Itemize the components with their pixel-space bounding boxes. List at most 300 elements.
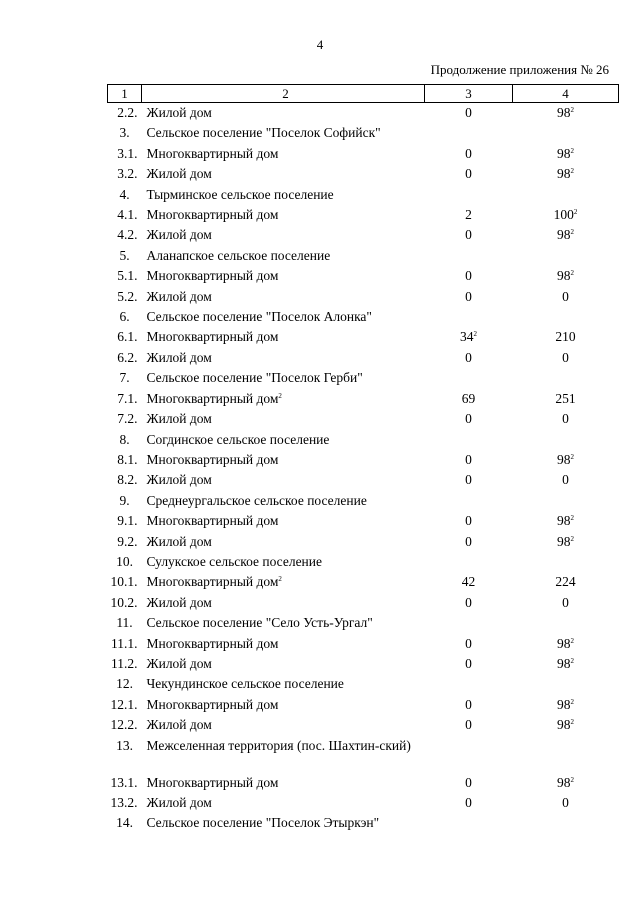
row-name-text: Жилой дом [146,655,212,671]
row-number [108,144,142,164]
row-name-text: Сельское поселение "Поселок Этыркэн" [146,815,380,831]
row-col-4-text: 251 [555,390,576,406]
row-number-text: 8.2. [117,472,138,488]
row-col-4 [513,185,619,205]
row-number-text: 5.2. [117,288,138,304]
row-col-3 [425,511,513,531]
footnote-marker: 2 [570,167,574,176]
row-name [142,123,425,143]
table-row [108,715,619,735]
row-col-3 [425,307,513,327]
row-col-3 [425,266,513,286]
row-col-4 [513,307,619,327]
row-name [142,246,425,266]
row-col-4 [513,695,619,715]
row-number-text: 6.2. [117,349,138,365]
table-row [108,593,619,613]
row-col-4 [513,511,619,531]
table-row [108,511,619,531]
row-col-3-text: 0 [465,533,472,549]
row-col-3 [425,103,513,124]
row-col-3 [425,552,513,572]
row-number [108,593,142,613]
row-col-4-text: 98 [557,166,571,182]
row-col-4-text: 98 [557,145,571,161]
row-name [142,572,425,592]
row-number-text: 4.1. [117,207,138,223]
row-number [108,552,142,572]
row-col-4 [513,736,619,773]
row-name [142,307,425,327]
row-name-text: Жилой дом [146,472,212,488]
table-row [108,470,619,490]
row-col-3 [425,715,513,735]
row-col-3-text: 0 [465,655,472,671]
row-col-4 [513,715,619,735]
table-row [108,327,619,347]
row-col-4-text: 98 [557,635,571,651]
row-col-4-text: 100 [553,207,574,223]
row-col-3-text: 2 [465,207,472,223]
row-number-text: 5.1. [117,268,138,284]
header-row [108,85,619,103]
row-name-text: Тырминское сельское поселение [146,186,334,202]
row-name-text: Многоквартирный дом [146,390,279,406]
row-col-3 [425,287,513,307]
row-col-4-text: 98 [557,533,571,549]
row-name-text: Сельское поселение "Село Усть-Ургал" [146,615,373,631]
row-number-text: 2.2. [117,105,138,120]
row-col-4 [513,572,619,592]
row-col-4-text: 0 [562,411,569,427]
row-name [142,491,425,511]
row-col-3 [425,348,513,368]
row-number-text: 9.1. [117,513,138,529]
row-col-3-text: 34 [460,329,474,345]
row-name [142,389,425,409]
row-name-text: Многоквартирный дом [146,696,279,712]
row-name-text: Многоквартирный дом [146,574,279,590]
row-col-4 [513,164,619,184]
row-name-text: Многоквартирный дом [146,268,279,284]
table-group-row [108,307,619,327]
row-number-text: 12.1. [110,696,138,712]
row-number [108,654,142,674]
row-number [108,450,142,470]
row-number [108,164,142,184]
row-name [142,348,425,368]
row-number [108,674,142,694]
row-col-4 [513,654,619,674]
row-number-text: 13.1. [110,774,138,790]
row-col-3 [425,773,513,793]
row-name-text: Жилой дом [146,411,212,427]
row-col-4 [513,348,619,368]
row-number [108,813,142,833]
row-number-text: 8. [119,431,130,447]
row-col-4 [513,430,619,450]
footnote-marker: 2 [570,697,574,706]
footnote-marker: 2 [570,146,574,155]
table-group-row [108,185,619,205]
row-col-4 [513,552,619,572]
row-col-3-text: 0 [465,411,472,427]
row-name-text: Сулукское сельское поселение [146,553,322,569]
row-number-text: 13.2. [110,795,138,810]
row-col-3 [425,532,513,552]
row-col-4-text: 98 [557,717,571,733]
row-col-4 [513,123,619,143]
row-col-3 [425,613,513,633]
row-col-4 [513,287,619,307]
footnote-marker: 2 [570,534,574,543]
footnote-marker: 2 [570,775,574,784]
row-col-4 [513,773,619,793]
footnote-marker: 2 [570,452,574,461]
footnote-marker: 2 [570,656,574,665]
row-col-4-text: 98 [557,105,571,120]
footnote-marker: 2 [570,636,574,645]
row-col-3-text: 0 [465,451,472,467]
row-number-text: 10.1. [110,574,138,590]
row-col-3 [425,144,513,164]
row-name [142,470,425,490]
row-col-3-text: 0 [465,472,472,488]
row-col-4-text: 98 [557,655,571,671]
row-col-4 [513,389,619,409]
row-col-3 [425,205,513,225]
footnote-marker: 2 [473,330,477,339]
row-col-4 [513,634,619,654]
row-name [142,511,425,531]
table-row [108,654,619,674]
row-col-3 [425,736,513,773]
row-col-4 [513,144,619,164]
row-number-text: 6.1. [117,329,138,345]
row-col-4-text: 98 [557,513,571,529]
row-number-text: 9.2. [117,533,138,549]
row-number-text: 7.1. [117,390,138,406]
row-name-text: Сельское поселение "Поселок Алонка" [146,309,372,325]
row-name-text: Жилой дом [146,717,212,733]
row-number-text: 5. [119,247,130,263]
row-name-text: Многоквартирный дом [146,145,279,161]
row-number-text: 7.2. [117,411,138,427]
row-number [108,307,142,327]
footnote-marker: 2 [570,269,574,278]
row-col-3-text: 42 [461,574,476,590]
row-number [108,793,142,813]
row-name-text: Многоквартирный дом [146,513,279,529]
row-name-text: Многоквартирный дом [146,635,279,651]
table-group-row [108,246,619,266]
header-col-1: 1 [108,85,142,103]
row-name [142,532,425,552]
row-name-text: Многоквартирный дом [146,451,279,467]
footnote-marker: 2 [570,514,574,523]
row-col-4 [513,327,619,347]
table-body [108,103,619,834]
table-group-row [108,552,619,572]
table-row [108,773,619,793]
row-col-4-text: 98 [557,227,571,243]
row-name [142,613,425,633]
row-name-text: Среднеургальское сельское поселение [146,492,367,508]
row-number-text: 12. [116,676,133,692]
row-col-3 [425,593,513,613]
row-col-3-text: 0 [465,795,472,810]
table-group-row [108,491,619,511]
row-number-text: 11. [116,615,133,631]
row-name-text: Многоквартирный дом [146,329,279,345]
row-name [142,593,425,613]
row-number [108,287,142,307]
row-col-3 [425,470,513,490]
row-number [108,491,142,511]
row-col-3 [425,813,513,833]
footnote-marker: 2 [570,106,574,114]
row-name-text: Чекундинское сельское поселение [146,676,344,692]
header-col-2: 2 [142,85,425,103]
row-number [108,327,142,347]
row-col-3 [425,572,513,592]
row-number-text: 3. [119,125,130,141]
row-number [108,409,142,429]
table-group-row [108,368,619,388]
row-name [142,813,425,833]
footnote-marker: 2 [570,718,574,727]
header-col-3: 3 [425,85,513,103]
table-row [108,266,619,286]
row-name [142,225,425,245]
row-name-text: Жилой дом [146,533,212,549]
row-number [108,266,142,286]
footnote-marker: 2 [573,208,578,217]
row-name [142,103,425,124]
row-col-3-text: 0 [465,594,472,610]
row-col-4-text: 210 [555,329,576,345]
footnote-marker: 2 [278,575,282,584]
row-number [108,205,142,225]
row-col-4 [513,246,619,266]
table-group-row [108,736,619,773]
row-col-3-text: 0 [465,513,472,529]
footnote-marker: 2 [278,391,282,400]
table-group-row [108,613,619,633]
row-col-3 [425,409,513,429]
row-col-4-text: 0 [562,349,569,365]
row-col-3 [425,450,513,470]
row-col-4 [513,593,619,613]
row-col-3 [425,491,513,511]
row-number [108,511,142,531]
row-number [108,715,142,735]
row-name [142,368,425,388]
row-number-text: 11.1. [111,635,138,651]
row-name [142,430,425,450]
row-number-text: 14. [116,815,133,831]
row-number [108,123,142,143]
header-col-4: 4 [513,85,619,103]
row-col-4-text: 0 [562,795,569,810]
row-col-4 [513,409,619,429]
row-number [108,348,142,368]
table-row [108,103,619,124]
appendix-continuation-note: Продолжение приложения № 26 [430,62,609,77]
row-number [108,368,142,388]
row-number [108,613,142,633]
row-number-text: 3.2. [117,166,138,182]
row-number [108,470,142,490]
row-name [142,205,425,225]
row-col-3 [425,793,513,813]
row-number [108,532,142,552]
row-name [142,654,425,674]
row-col-4-text: 0 [562,594,569,610]
row-number [108,430,142,450]
row-name [142,287,425,307]
row-number-text: 12.2. [110,717,138,733]
row-col-3 [425,430,513,450]
row-col-3-text: 0 [465,349,472,365]
row-col-4 [513,368,619,388]
row-col-3-text: 0 [465,774,472,790]
table-row [108,532,619,552]
row-number [108,246,142,266]
row-number-text: 10.2. [110,594,138,610]
row-col-3-text: 0 [465,166,472,182]
row-col-3-text: 0 [465,268,472,284]
row-name-text: Жилой дом [146,227,212,243]
row-col-3 [425,185,513,205]
row-name-text: Сельское поселение "Поселок Софийск" [146,125,381,141]
row-col-4 [513,793,619,813]
row-col-4-text: 0 [562,288,569,304]
row-name [142,144,425,164]
table-row [108,144,619,164]
row-name [142,552,425,572]
table-group-row [108,123,619,143]
row-number [108,572,142,592]
row-name-text: Жилой дом [146,105,212,120]
row-name-text: Жилой дом [146,166,212,182]
row-name-text: Межселенная территория (пос. Шахтин-ский) [146,737,411,753]
row-name [142,793,425,813]
row-number-text: 8.1. [117,451,138,467]
row-name [142,266,425,286]
row-col-4 [513,470,619,490]
row-col-3 [425,327,513,347]
row-number [108,185,142,205]
row-number [108,389,142,409]
row-col-3 [425,695,513,715]
row-col-4 [513,613,619,633]
row-col-3-text: 0 [465,717,472,733]
row-col-4-text: 0 [562,472,569,488]
row-name [142,327,425,347]
row-col-3-text: 0 [465,635,472,651]
row-col-4 [513,532,619,552]
row-number-text: 7. [119,370,130,386]
table-row [108,287,619,307]
row-col-4 [513,266,619,286]
row-name-text: Жилой дом [146,795,212,810]
data-table [107,84,619,834]
row-name-text: Многоквартирный дом [146,774,279,790]
row-name [142,674,425,694]
row-col-4-text: 224 [555,574,576,590]
row-number-text: 13. [116,737,133,753]
row-col-4 [513,450,619,470]
table-row [108,164,619,184]
row-name-text: Жилой дом [146,288,212,304]
row-col-4 [513,103,619,124]
row-name [142,185,425,205]
row-number-text: 6. [119,309,130,325]
row-number [108,634,142,654]
row-col-3-text: 69 [461,390,476,406]
row-name-text: Жилой дом [146,594,212,610]
table-row [108,695,619,715]
row-number-text: 10. [116,553,133,569]
row-col-4 [513,491,619,511]
row-col-4 [513,813,619,833]
row-name [142,695,425,715]
row-number [108,773,142,793]
row-col-3-text: 0 [465,696,472,712]
row-name [142,715,425,735]
row-number-text: 9. [119,492,130,508]
row-col-4-text: 98 [557,451,571,467]
row-col-3 [425,368,513,388]
table-row [108,450,619,470]
table-row [108,572,619,592]
row-col-4 [513,674,619,694]
row-name-text: Аланапское сельское поселение [146,247,331,263]
row-col-3 [425,246,513,266]
row-number-text: 3.1. [117,145,138,161]
row-col-3 [425,389,513,409]
row-name-text: Многоквартирный дом [146,207,279,223]
footnote-marker: 2 [570,228,574,237]
row-col-3-text: 0 [465,105,472,120]
row-col-3 [425,654,513,674]
row-name [142,773,425,793]
row-col-3 [425,674,513,694]
row-name [142,634,425,654]
row-col-4 [513,225,619,245]
row-number [108,736,142,773]
row-col-3 [425,634,513,654]
row-name-text: Согдинское сельское поселение [146,431,330,447]
row-number [108,695,142,715]
row-name-text: Сельское поселение "Поселок Герби" [146,370,363,386]
table-group-row [108,430,619,450]
table-group-row [108,813,619,833]
table-row [108,409,619,429]
row-col-4-text: 98 [557,774,571,790]
table-row [108,205,619,225]
table-row [108,225,619,245]
row-name [142,450,425,470]
table-group-row [108,674,619,694]
row-name-text: Жилой дом [146,349,212,365]
row-col-3 [425,225,513,245]
row-number-text: 4.2. [117,227,138,243]
row-name [142,164,425,184]
row-number-text: 11.2. [111,655,138,671]
row-col-4 [513,205,619,225]
